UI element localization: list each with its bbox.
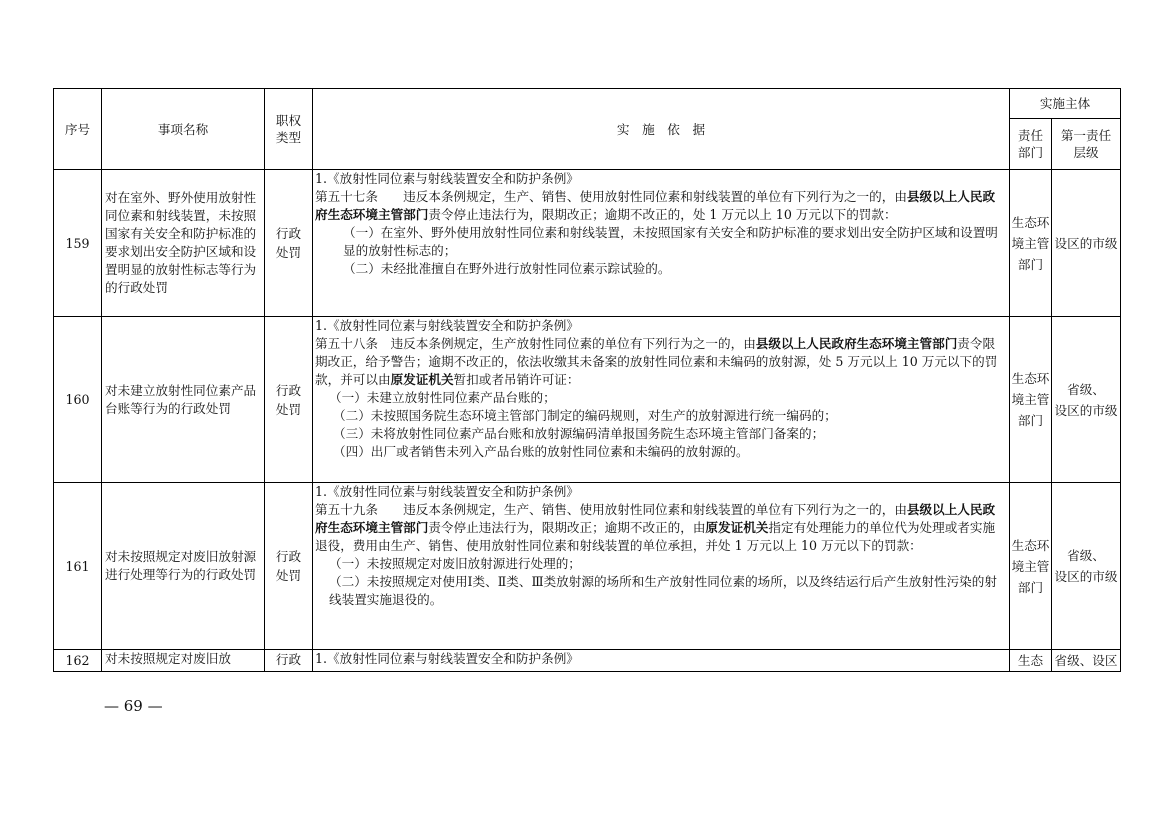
level-line2: 设区的市级 [1054,402,1118,418]
row-number: 162 [54,650,102,672]
col-header-subject: 实施主体 [1010,89,1121,119]
level-line1: 省级、 [1067,381,1105,397]
row-number: 160 [54,317,102,483]
article-item: （二）未按照国务院生态环境主管部门制定的编码规则，对生产的放射源进行统一编码的； [333,408,837,423]
law-title: 1.《放射性同位素与射线装置安全和防护条例》 [315,651,579,666]
authority-type [265,317,313,483]
responsible-dept: 生态 [1010,650,1052,672]
article-text [315,335,1006,389]
article-item: （二）未按照规定对使用Ⅰ类、Ⅱ类、Ⅲ类放射源的场所和生产放射性同位素的场所，以及终结运行后产生放射性污染的射线装置实施退役的。 [329,574,997,607]
authority-type-line1: 行政 [275,549,302,564]
table-row [54,170,1121,317]
article-item: （二）未经批准擅自在野外进行放射性同位素示踪试验的。 [343,261,671,276]
authority-type-line2: 处罚 [275,245,302,260]
header-row-top [54,89,1121,119]
responsible-authority: 县级以上人民政府生态环境主管部门 [315,502,996,535]
responsible-dept: 生态环境主管部门 [1010,170,1052,317]
article-text-a: 第五十九条 违反本条例规定，生产、销售、使用放射性同位素和射线装置的单位有下列行为之一的，由 [315,502,907,517]
article-text [315,501,1006,555]
page-number: — 69 — [104,697,163,715]
authority-type-line2: 处罚 [275,568,302,583]
col-header-no: 序号 [54,89,102,170]
item-name: 对在室外、野外使用放射性同位素和射线装置，未按照国家有关安全和防护标准的要求划出安全防护区域和设置明显的放射性标志等行为的行政处罚 [102,170,265,317]
article-text-e: 暂扣或者吊销许可证： [453,372,580,387]
level-line2: 设区的市级 [1054,569,1118,584]
article-item: （一）未建立放射性同位素产品台账的； [329,390,556,405]
legal-basis [313,483,1010,650]
article-item: （一）未按照规定对废旧放射源进行处理的； [329,556,581,571]
col-header-level-line2: 层级 [1073,145,1099,160]
responsible-authority: 县级以上人民政府生态环境主管部门 [315,189,996,222]
authority-type: 行政 [265,650,313,672]
article-text-c: 责令限期改正，给予警告；逾期不改正的，依法收缴其未备案的放射性同位素和未编码的放射源，处 5 万元以上 10 万元以下的罚款，并可以由 [315,336,998,387]
license-authority: 原发证机关 [390,372,454,387]
legal-basis [313,317,1010,483]
item-name: 对未按照规定对废旧放 [102,650,265,672]
col-header-dept-line1: 责任 [1017,128,1044,143]
article-text [315,188,1006,224]
authority-type-line1: 行政 [275,226,302,241]
legal-basis [313,650,1010,672]
license-authority: 原发证机关 [705,520,769,535]
table-row [54,483,1121,650]
responsibility-level: 设区的市级 [1052,170,1121,317]
col-header-level [1052,119,1121,170]
col-header-dept-line2: 部门 [1017,145,1044,160]
article-text-e: 指定有处理能力的单位代为处理或者实施退役，费用由生产、销售、使用放射性同位素和射线装置的单位承担，并处 1 万元以上 10 万元以下的罚款： [315,520,996,553]
authority-type-line1: 行政 [275,382,302,398]
article-item: （三）未将放射性同位素产品台账和放射源编码清单报国务院生态环境主管部门备案的； [333,426,825,441]
col-header-type-line1: 职权 [275,113,302,128]
article-text-a: 第五十七条 违反本条例规定，生产、销售、使用放射性同位素和射线装置的单位有下列行为之一的，由 [315,189,907,204]
col-header-name: 事项名称 [102,89,265,170]
row-number: 159 [54,170,102,317]
responsible-authority: 县级以上人民政府生态环境主管部门 [755,336,958,351]
responsible-dept: 生态环境主管部门 [1010,317,1052,483]
article-item: （一）在室外、野外使用放射性同位素和射线装置，未按照国家有关安全和防护标准的要求划出安全防护区域和设置明显的放射性标志的； [343,225,998,258]
item-name: 对未建立放射性同位素产品台账等行为的行政处罚 [102,317,265,483]
law-title: 1.《放射性同位素与射线装置安全和防护条例》 [315,171,579,186]
responsibility-level [1052,483,1121,650]
level-line1: 省级、 [1067,548,1105,563]
responsibility-level: 省级、设区 [1052,650,1121,672]
items-table [53,88,1121,672]
article-text-a: 第五十八条 违反本条例规定，生产放射性同位素的单位有下列行为之一的，由 [315,336,756,351]
legal-basis [313,170,1010,317]
item-name: 对未按照规定对废旧放射源进行处理等行为的行政处罚 [102,483,265,650]
responsibility-level [1052,317,1121,483]
responsible-dept: 生态环境主管部门 [1010,483,1052,650]
authority-type [265,483,313,650]
col-header-level-line1: 第一责任 [1060,128,1112,143]
col-header-dept [1010,119,1052,170]
law-title: 1.《放射性同位素与射线装置安全和防护条例》 [315,484,579,499]
article-text-c: 责令停止违法行为，限期改正；逾期不改正的，处 1 万元以上 10 万元以下的罚款： [428,207,897,222]
col-header-type-line2: 类型 [275,130,302,145]
col-header-basis: 实 施 依 据 [313,89,1010,170]
table-row [54,650,1121,672]
article-item: （四）出厂或者销售未列入产品台账的放射性同位素和未编码的放射源的。 [333,444,749,459]
article-text-c: 责令停止违法行为，限期改正；逾期不改正的，由 [428,520,706,535]
row-number: 161 [54,483,102,650]
authority-type [265,170,313,317]
law-title: 1.《放射性同位素与射线装置安全和防护条例》 [315,318,579,333]
col-header-type [265,89,313,170]
table-row [54,317,1121,483]
authority-type-line2: 处罚 [275,401,302,417]
